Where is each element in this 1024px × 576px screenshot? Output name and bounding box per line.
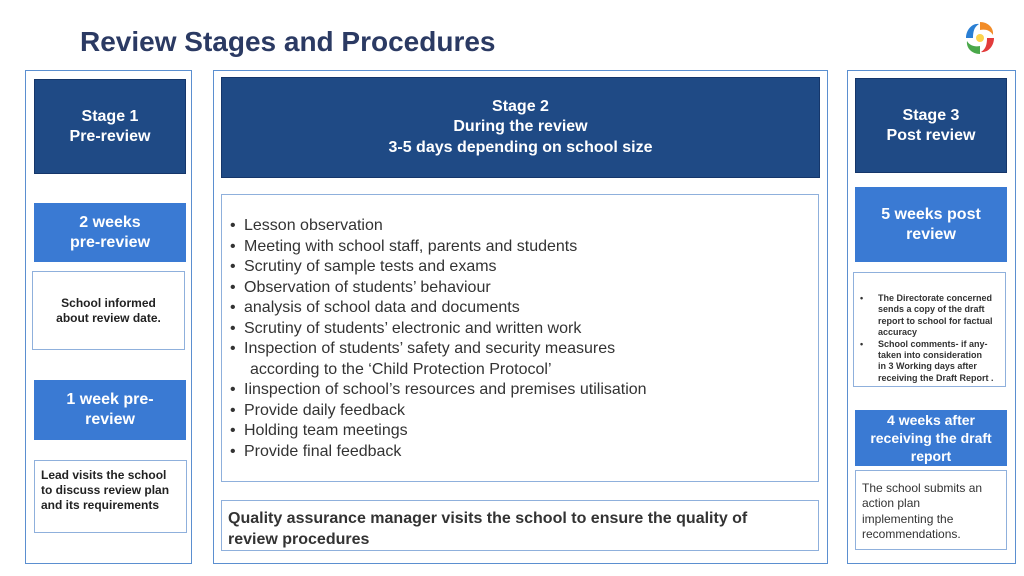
stage3-heading: Stage 3 Post review bbox=[855, 78, 1007, 173]
stage3-timing-5-weeks: 5 weeks post review bbox=[855, 187, 1007, 262]
list-item: • Holding team meetings bbox=[226, 421, 818, 442]
list-item: • Provide final feedback bbox=[226, 442, 818, 463]
list-item: • Provide daily feedback bbox=[226, 401, 818, 422]
list-item: • Iinspection of school’s resources and premises utilisation bbox=[226, 380, 818, 401]
stage1-heading: Stage 1 Pre-review bbox=[34, 79, 186, 174]
stage3-bullets-box bbox=[853, 272, 1006, 387]
colorful-swirl-logo-icon bbox=[960, 18, 1000, 58]
page-title: Review Stages and Procedures bbox=[80, 26, 496, 57]
stage1-note-lead-visit: Lead visits the school to discuss review plan and its requirements bbox=[34, 460, 187, 533]
list-item: • Scrutiny of students’ electronic and written work bbox=[226, 319, 818, 340]
list-item: • Inspection of students’ safety and security measures according to the ‘Child Protection Protocol’ bbox=[226, 339, 818, 380]
stage3-bullet-list bbox=[858, 293, 1005, 384]
list-item: • The Directorate concerned sends a copy of the draft report to school for factual accuracy bbox=[858, 293, 1005, 339]
stage2-heading: Stage 2 During the review 3-5 days depending on school size bbox=[221, 77, 820, 178]
stage1-note-informed: School informed about review date. bbox=[32, 271, 185, 350]
activities-list bbox=[226, 216, 818, 462]
list-item: • School comments- if any- taken into consideration in 3 Working days after receiving the Draft Report . bbox=[858, 339, 1005, 385]
stage1-timing-1-week: 1 week pre- review bbox=[34, 380, 186, 440]
stage1-timing-2-weeks: 2 weeks pre-review bbox=[34, 203, 186, 262]
list-item: • analysis of school data and documents bbox=[226, 298, 818, 319]
stage3-timing-4-weeks: 4 weeks after receiving the draft report bbox=[855, 410, 1007, 466]
list-item: • Lesson observation bbox=[226, 216, 818, 237]
list-item: • Meeting with school staff, parents and students bbox=[226, 237, 818, 258]
list-item: • Observation of students’ behaviour bbox=[226, 278, 818, 299]
stage3-note-action-plan: The school submits an action plan implementing the recommendations. bbox=[855, 470, 1007, 550]
stage2-activities-box bbox=[221, 194, 819, 482]
stage2-qa-note: Quality assurance manager visits the school to ensure the quality of review procedures bbox=[221, 500, 819, 551]
list-item: • Scrutiny of sample tests and exams bbox=[226, 257, 818, 278]
